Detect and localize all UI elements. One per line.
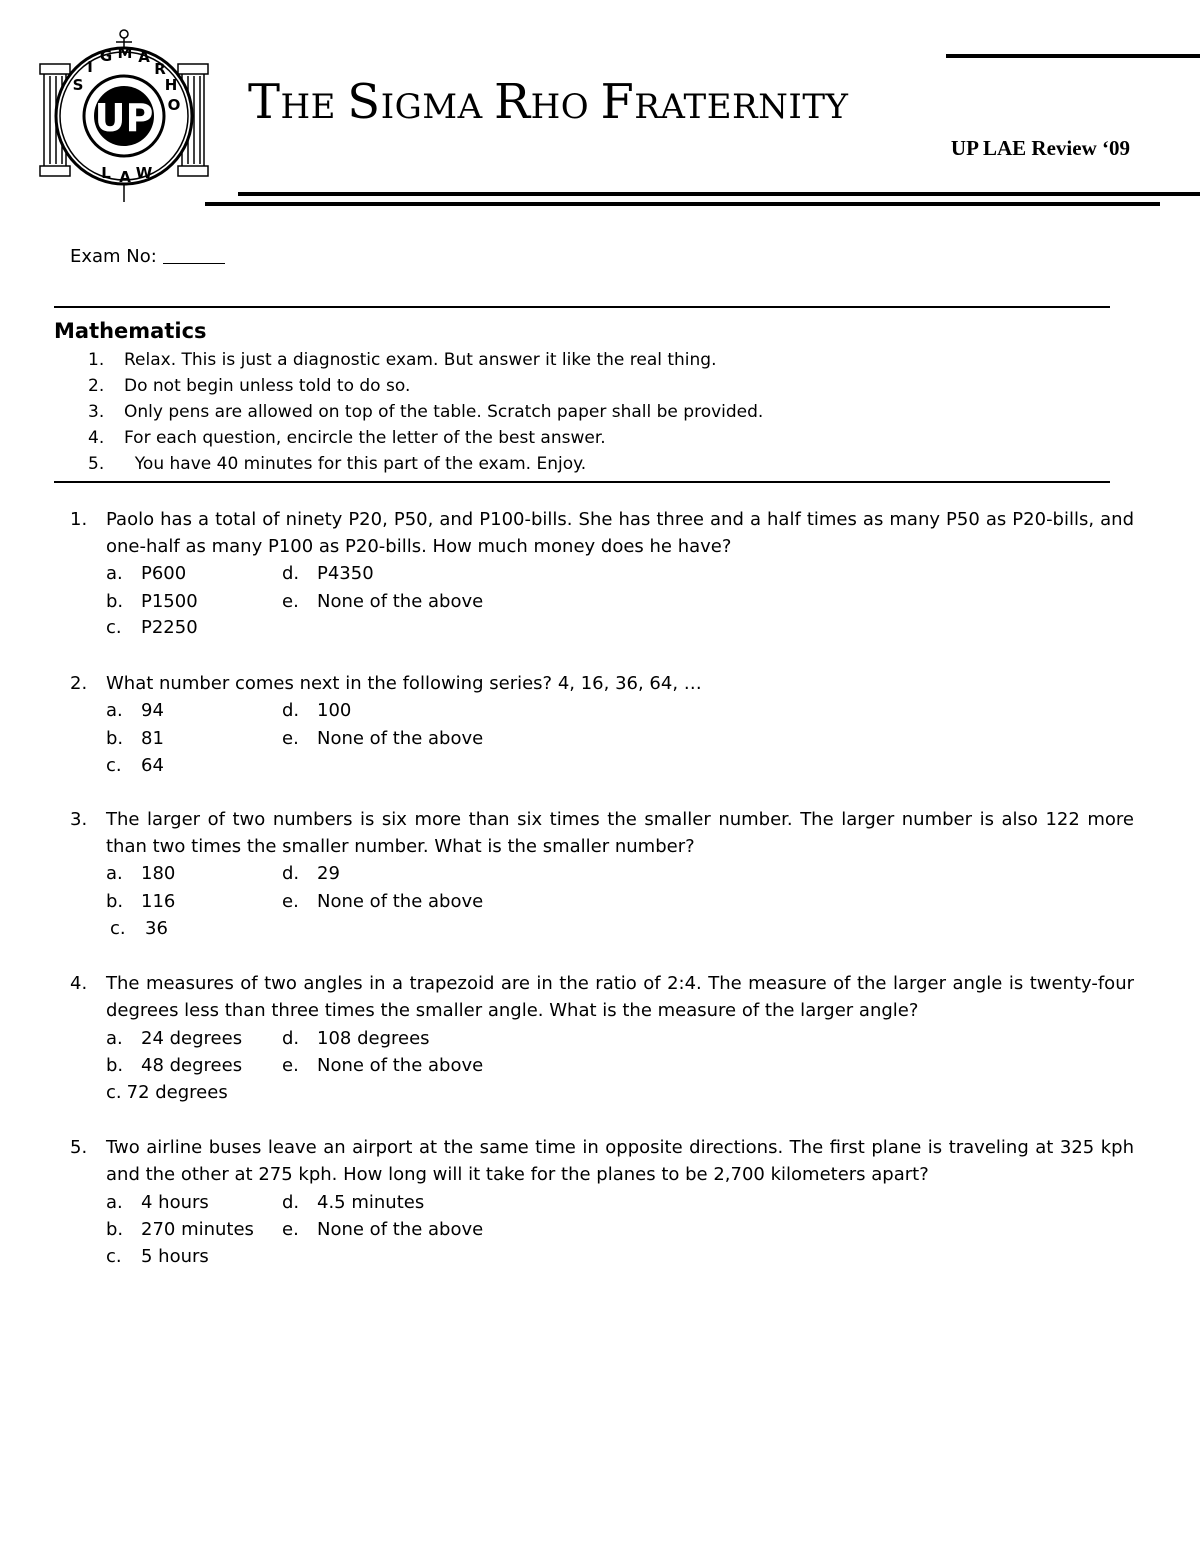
option-text: 72 degrees (126, 1082, 228, 1103)
question-number: 1. (70, 509, 88, 530)
option-text: None of the above (317, 591, 484, 612)
option-text: 4 hours (141, 1192, 209, 1213)
logo-ring-letter: S (72, 76, 84, 94)
answer-option[interactable] (106, 1079, 228, 1106)
option-text: 48 degrees (141, 1055, 243, 1076)
answer-option[interactable] (106, 725, 164, 752)
answer-option[interactable] (282, 1216, 483, 1243)
question-number: 2. (70, 673, 88, 694)
instruction-item (88, 402, 763, 422)
option-letter: e. (282, 728, 299, 749)
title-part: IGMA (380, 87, 494, 127)
title-part: F (600, 74, 635, 130)
option-letter: e. (282, 891, 299, 912)
option-letter: b. (106, 591, 124, 612)
instruction-text: Do not begin unless told to do so. (124, 376, 411, 396)
section-title: Mathematics (54, 319, 207, 343)
logo-ring-letter: L (101, 164, 111, 182)
question-text: What number comes next in the following series? 4, 16, 36, 64, … (106, 673, 702, 694)
logo-ring-letter: O (167, 96, 181, 114)
question-number: 3. (70, 809, 88, 830)
instruction-number: 3. (88, 402, 105, 422)
answer-option[interactable] (282, 1189, 424, 1216)
title-part: RATERNITY (634, 87, 849, 127)
answer-option[interactable] (106, 1216, 254, 1243)
organization-title (248, 74, 848, 130)
option-text: 270 minutes (141, 1219, 254, 1240)
option-letter: a. (106, 1192, 123, 1213)
answer-option[interactable] (106, 614, 198, 641)
option-letter: b. (106, 1219, 124, 1240)
option-text: 81 (141, 728, 164, 749)
answer-option[interactable] (282, 860, 340, 887)
answer-option[interactable] (106, 860, 175, 887)
instruction-number: 5. (88, 454, 105, 474)
logo-ring-letter: W (135, 164, 153, 182)
option-letter: c. (106, 1082, 122, 1103)
logo-ring-letter: I (87, 58, 93, 76)
answer-option[interactable] (282, 560, 374, 587)
option-text: 64 (141, 755, 164, 776)
answer-option[interactable] (282, 888, 483, 915)
option-text: 5 hours (141, 1246, 209, 1267)
option-text: 24 degrees (141, 1028, 243, 1049)
option-text: None of the above (317, 891, 484, 912)
option-text: P600 (141, 563, 187, 584)
option-letter: b. (106, 728, 124, 749)
answer-option[interactable] (282, 1052, 483, 1079)
instruction-item (88, 350, 717, 370)
question-number: 4. (70, 973, 88, 994)
exam-number-blank (163, 245, 225, 264)
option-letter: c. (110, 918, 126, 939)
logo-ring-letter: R (154, 60, 166, 78)
instruction-item (88, 376, 410, 396)
instruction-number: 2. (88, 376, 105, 396)
instruction-text: Only pens are allowed on top of the table. Scratch paper shall be provided. (124, 402, 764, 422)
fraternity-logo (38, 28, 210, 204)
option-text: 94 (141, 700, 164, 721)
instruction-text: For each question, encircle the letter of the best answer. (124, 428, 606, 448)
logo-ring-letter: M (117, 44, 133, 62)
instruction-text: Relax. This is just a diagnostic exam. But answer it like the real thing. (124, 350, 717, 370)
option-text: 4.5 minutes (317, 1192, 425, 1213)
question-text: The larger of two numbers is six more than six times the smaller number. The larger number is also 122 more than two times the smaller number. What is the smaller number? (106, 809, 1134, 857)
review-label: UP LAE Review ‘09 (950, 136, 1130, 160)
option-letter: a. (106, 700, 123, 721)
title-part: T (248, 74, 281, 130)
answer-option[interactable] (106, 752, 164, 779)
instruction-item (88, 454, 586, 474)
option-letter: c. (106, 755, 122, 776)
option-text: P1500 (141, 591, 198, 612)
question-number: 5. (70, 1137, 88, 1158)
answer-option[interactable] (110, 915, 168, 942)
option-letter: d. (282, 563, 300, 584)
option-letter: d. (282, 1028, 300, 1049)
answer-option[interactable] (282, 697, 351, 724)
logo-center-text: UP (94, 96, 154, 140)
answer-option[interactable] (106, 1052, 242, 1079)
logo-ring-letter: G (99, 47, 113, 65)
answer-option[interactable] (106, 588, 198, 615)
answer-option[interactable] (106, 560, 186, 587)
option-text: 116 (141, 891, 176, 912)
option-text: P2250 (141, 617, 198, 638)
answer-option[interactable] (282, 725, 483, 752)
option-letter: a. (106, 1028, 123, 1049)
option-text: None of the above (317, 1055, 484, 1076)
answer-option[interactable] (282, 588, 483, 615)
option-letter: e. (282, 1055, 299, 1076)
logo-ring-letter: A (119, 168, 131, 186)
instruction-item (88, 428, 606, 448)
title-part: R (493, 74, 531, 130)
answer-option[interactable] (106, 1189, 209, 1216)
header-rule-mid (238, 192, 1200, 196)
header-rule-bottom (205, 202, 1160, 206)
answer-option[interactable] (282, 1025, 430, 1052)
title-part: HE (280, 87, 348, 127)
exam-number-label: Exam No: (70, 246, 157, 267)
question-text: Paolo has a total of ninety P20, P50, and P100-bills. She has three and a half times as many P50 as P20-bills, and one-half as many P100 as P20-bills. How much money does he have? (106, 509, 1134, 557)
question-text: The measures of two angles in a trapezoid are in the ratio of 2:4. The measure of the larger angle is twenty-four degrees less than three times the smaller angle. What is the measure of the larger angle? (106, 973, 1134, 1021)
option-letter: a. (106, 563, 123, 584)
logo-ring-letter: A (138, 48, 150, 66)
title-part: S (347, 74, 381, 130)
exam-number-field (70, 245, 225, 267)
option-text: 36 (145, 918, 168, 939)
answer-option[interactable] (106, 1243, 209, 1270)
option-letter: d. (282, 700, 300, 721)
option-letter: e. (282, 1219, 299, 1240)
option-text: P4350 (317, 563, 374, 584)
section-rule-bottom (54, 481, 1110, 483)
option-text: None of the above (317, 1219, 484, 1240)
instruction-number: 1. (88, 350, 105, 370)
option-text: 29 (317, 863, 340, 884)
answer-option[interactable] (106, 697, 164, 724)
title-part: HO (530, 87, 601, 127)
instruction-text: You have 40 minutes for this part of the exam. Enjoy. (124, 454, 587, 474)
option-letter: d. (282, 1192, 300, 1213)
option-letter: a. (106, 863, 123, 884)
answer-option[interactable] (106, 888, 175, 915)
answer-option[interactable] (106, 1025, 242, 1052)
option-text: 180 (141, 863, 176, 884)
header-rule-top (946, 54, 1200, 58)
option-letter: b. (106, 1055, 124, 1076)
section-rule-top (54, 306, 1110, 308)
option-letter: e. (282, 591, 299, 612)
option-text: 100 (317, 700, 352, 721)
option-letter: c. (106, 617, 122, 638)
question-text: Two airline buses leave an airport at the same time in opposite directions. The first plane is traveling at 325 kph and the other at 275 kph. How long will it take for the planes to be 2,700 kilometers apart? (106, 1137, 1134, 1185)
option-letter: c. (106, 1246, 122, 1267)
logo-ring-letter: H (164, 76, 178, 94)
option-text: 108 degrees (317, 1028, 430, 1049)
option-text: None of the above (317, 728, 484, 749)
option-letter: d. (282, 863, 300, 884)
option-letter: b. (106, 891, 124, 912)
instruction-number: 4. (88, 428, 105, 448)
